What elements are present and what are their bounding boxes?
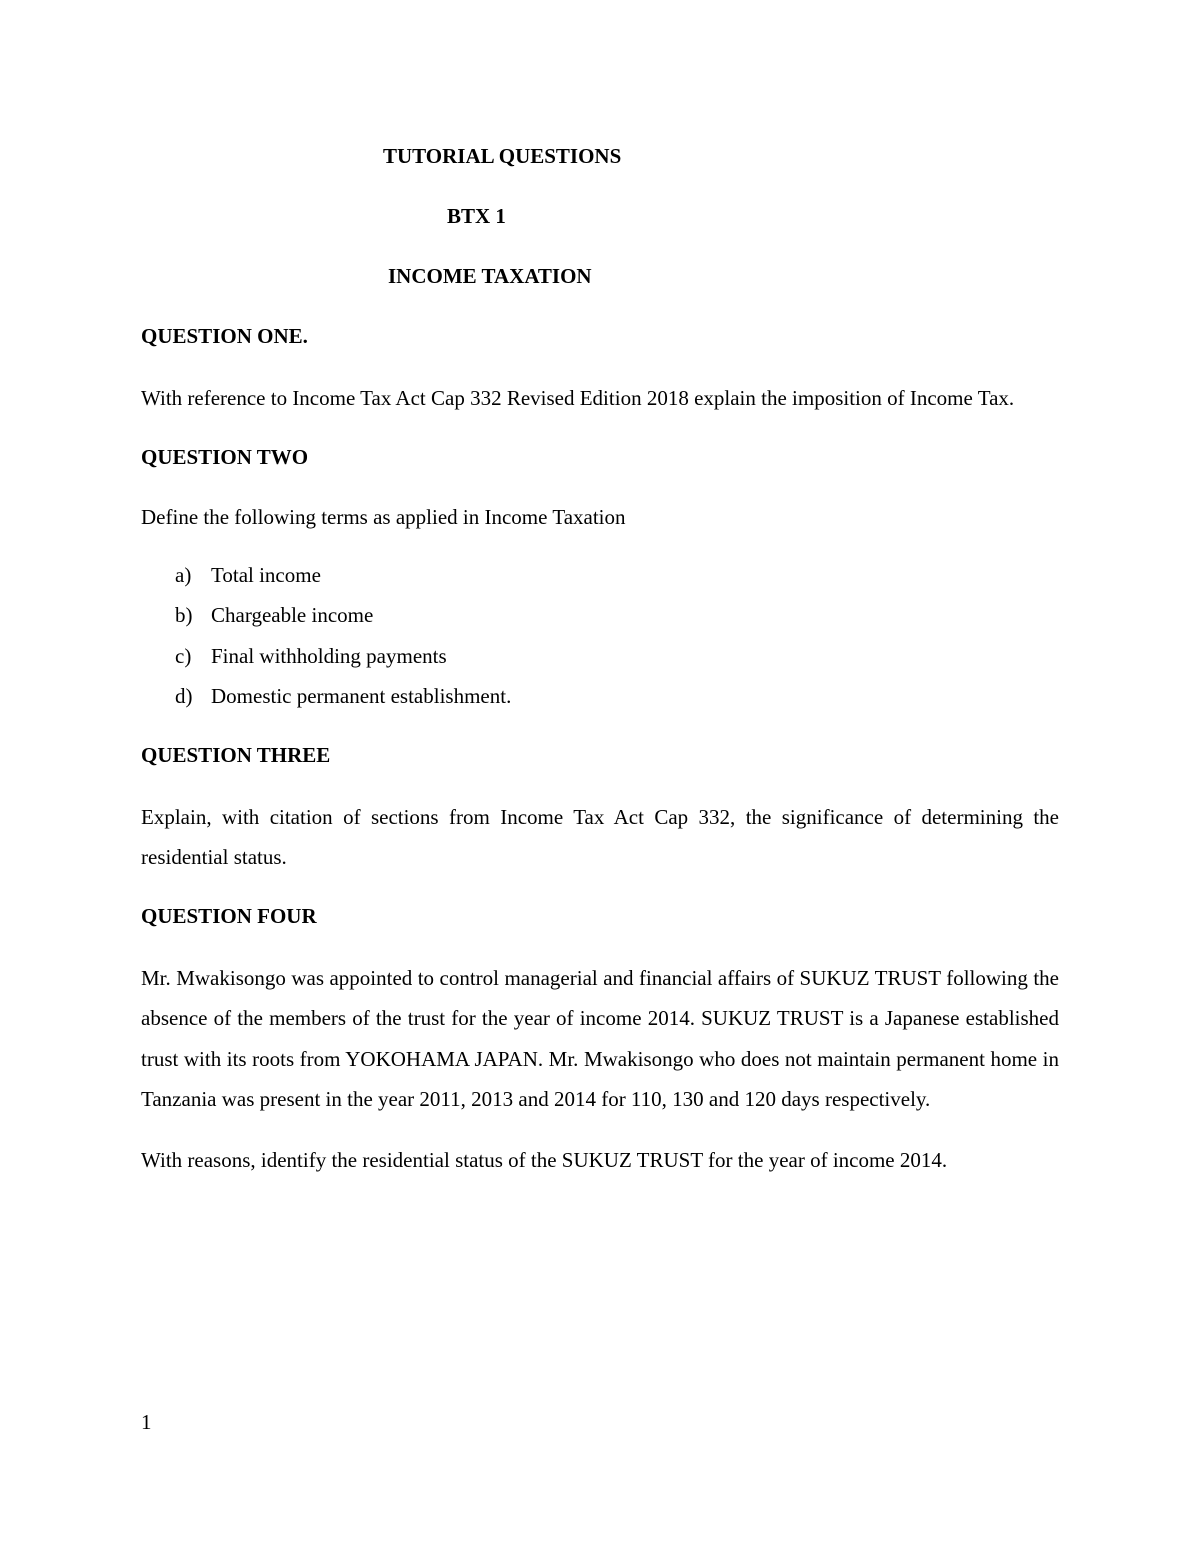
question-one-heading: QUESTION ONE. [141,324,308,348]
list-item-text: Domestic permanent establishment. [211,684,512,708]
question-two-list [141,555,1059,717]
list-marker: d) [175,684,193,708]
course-code: BTX 1 [447,204,506,228]
question-four-text: Mr. Mwakisongo was appointed to control managerial and financial affairs of SUKUZ TRUST following the absence of the members of the trust for the year of income 2014. SUKUZ TRUST is a Japanese established trust with its roots from YOKOHAMA JAPAN. Mr. Mwakisongo who does not maintain permanent home in Tanzania was present in the year 2011, 2013 and 2014 for 110, 130 and 120 days respectively. [141,965,1059,1111]
list-item-text: Total income [211,562,321,587]
list-item [141,555,1059,596]
document-title: TUTORIAL QUESTIONS [383,144,622,168]
question-two-intro: Define the following terms as applied in Income Taxation [141,504,626,529]
list-item [141,636,1059,677]
list-marker: a) [175,562,192,587]
question-four-task: With reasons, identify the residential status of the SUKUZ TRUST for the year of income 2014. [141,1147,948,1172]
list-item [141,595,1059,636]
page-number: 1 [141,1410,152,1434]
list-item-text: Final withholding payments [211,643,447,668]
list-marker: b) [175,603,193,627]
question-four-heading: QUESTION FOUR [141,903,317,928]
question-three-text: Explain, with citation of sections from Income Tax Act Cap 332, the significance of determining the residential status. [141,804,1059,869]
list-item [141,676,1059,717]
question-two-heading: QUESTION TWO [141,444,309,469]
question-one-text: With reference to Income Tax Act Cap 332 Revised Edition 2018 explain the imposition of Income Tax. [141,386,1015,410]
list-item-text: Chargeable income [211,603,374,627]
list-marker: c) [175,643,192,668]
subject-title: INCOME TAXATION [388,264,592,288]
document-body [141,138,1059,1200]
question-three-heading: QUESTION THREE [141,742,331,767]
